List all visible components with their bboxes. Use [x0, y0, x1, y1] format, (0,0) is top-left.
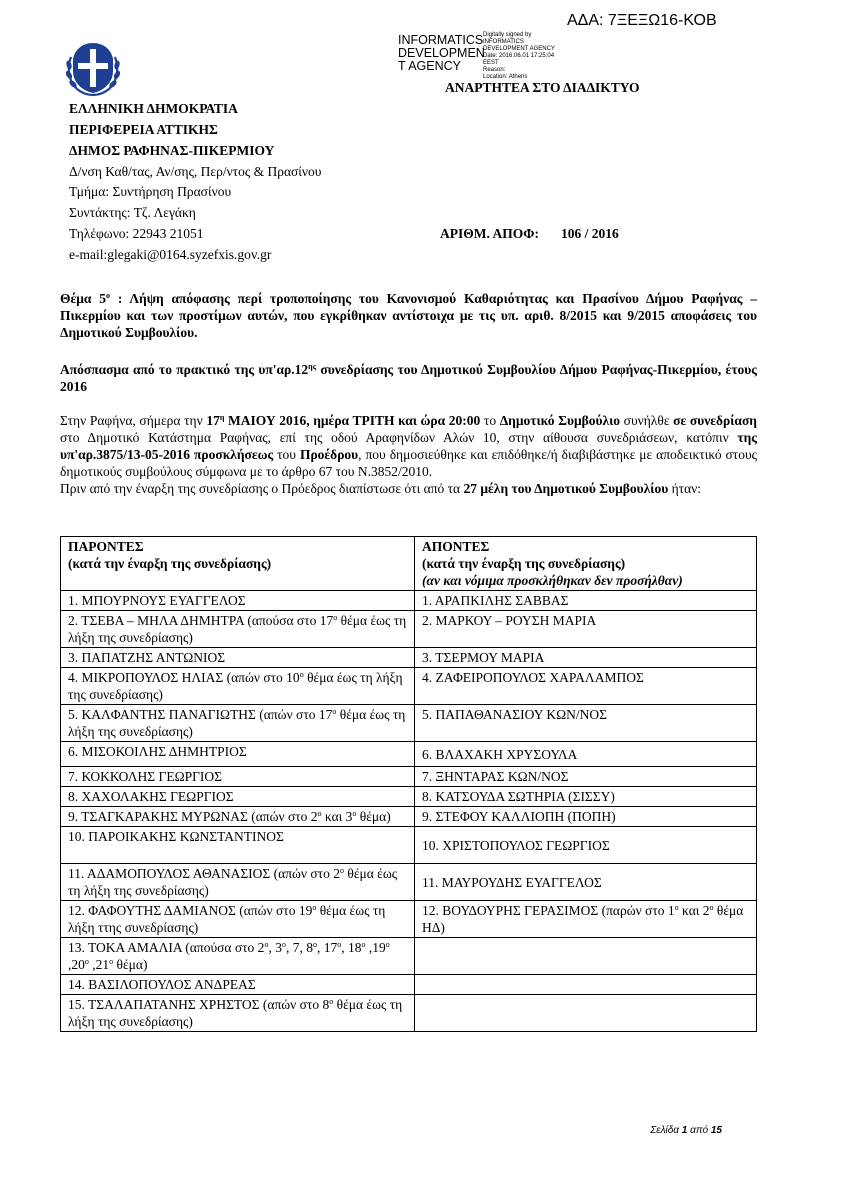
- signature-detail-line: Reason:: [483, 67, 506, 73]
- cell-text: , 7, 8: [285, 940, 313, 955]
- cell-text: 13. ΤΟΚΑ ΑΜΑΛΙΑ (απούσα στο 2: [68, 940, 265, 955]
- signature-name-line: INFORMATICS: [398, 33, 484, 47]
- footer-page-number: 1: [681, 1125, 688, 1136]
- cell-text: 12. ΒΟΥΔΟΥΡΗΣ ΓΕΡΑΣΙΜΟΣ (παρών στο 1: [422, 903, 675, 918]
- body-bold: Προέδρου: [299, 447, 359, 462]
- cell-text: θέμα έως τη λήξη της συνεδρίασης): [68, 707, 406, 739]
- body-text: Στην Ραφήνα, σήμερα την: [60, 413, 207, 428]
- present-cell: [61, 995, 415, 1032]
- present-header-title: ΠΑΡΟΝΤΕΣ: [68, 539, 144, 554]
- cell-text: 9. ΤΣΑΓΚΑΡΑΚΗΣ ΜΥΡΩΝΑΣ (απών στο 2: [68, 809, 318, 824]
- excerpt-text: Απόσπασμα από το πρακτικό της υπ'αρ.12: [60, 362, 309, 377]
- digital-signature-details: [483, 32, 563, 81]
- signature-name-line: DEVELOPMEN: [398, 46, 485, 60]
- cell-text: , 3: [268, 940, 282, 955]
- present-header-sub: (κατά την έναρξη της συνεδρίασης): [68, 556, 272, 571]
- table-row: [61, 938, 757, 975]
- body-text: Πριν από την έναρξη της συνεδρίασης ο Πρόεδρος διαπίστωσε ότι από τα: [60, 481, 464, 496]
- absent-cell: 1. ΑΡΑΠΚΙΛΗΣ ΣΑΒΒΑΣ: [415, 591, 757, 611]
- present-header: [61, 537, 415, 591]
- cell-text: , 18: [341, 940, 362, 955]
- excerpt-title: [60, 361, 757, 395]
- table-row: [61, 807, 757, 827]
- cell-text: θέμα έως τη λήξη της συνεδρίασης): [68, 997, 403, 1029]
- ada-code: ΑΔΑ: 7ΞΕΞΩ16-ΚΟΒ: [567, 12, 717, 29]
- cell-text: 4. ΜΙΚΡΟΠΟΥΛΟΣ ΗΛΙΑΣ (απών στο 10: [68, 670, 300, 685]
- absent-cell: 5. ΠΑΠΑΘΑΝΑΣΙΟΥ ΚΩΝ/ΝΟΣ: [415, 705, 757, 742]
- cell-sup: ο: [299, 670, 304, 679]
- body-paragraph: [60, 412, 757, 497]
- cell-text: ,19: [365, 940, 386, 955]
- cell-text: και 2: [678, 903, 710, 918]
- absent-cell: 4. ΖΑΦΕΙΡΟΠΟΥΛΟΣ ΧΑΡΑΛΑΜΠΟΣ: [415, 668, 757, 705]
- cell-text: 2. ΤΣΕΒΑ – ΜΗΛΑ ΔΗΜΗΤΡΑ (απούσα στο 17: [68, 613, 334, 628]
- decision-label: ΑΡΙΘΜ. ΑΠΟΦ:: [440, 226, 539, 241]
- table-row: [61, 827, 757, 864]
- cell-sup: ο: [264, 940, 269, 949]
- present-cell: [61, 864, 415, 901]
- absent-cell-empty: [415, 975, 757, 995]
- publish-note: ΑΝΑΡΤΗΤΕΑ ΣΤΟ ΔΙΑΔΙΚΤΥΟ: [445, 80, 640, 95]
- absent-cell: 8. ΚΑΤΣΟΥΔΑ ΣΩΤΗΡΙΑ (ΣΙΣΣΥ): [415, 787, 757, 807]
- cell-sup: ο: [332, 707, 337, 716]
- header-line-phone: Τηλέφωνο: 22943 21051: [69, 226, 204, 241]
- absent-header-sub: (κατά την έναρξη της συνεδρίασης): [422, 556, 626, 571]
- cell-text: 5. ΚΑΛΦΑΝΤΗΣ ΠΑΝΑΓΙΩΤΗΣ (απών στο 17: [68, 707, 333, 722]
- cell-sup: ο: [333, 613, 338, 622]
- present-cell: 1. ΜΠΟΥΡΝΟΥΣ ΕΥΑΓΓΕΛΟΣ: [61, 591, 415, 611]
- table-row: [61, 787, 757, 807]
- cell-text: θέμα): [113, 957, 148, 972]
- signature-name-line: T AGENCY: [398, 59, 461, 73]
- cell-sup: ο: [329, 997, 334, 1006]
- present-cell: [61, 938, 415, 975]
- cell-sup: ο: [674, 903, 679, 912]
- header-line-directorate: Δ/νση Καθ/τας, Αν/σης, Περ/ντος & Πρασίνου: [69, 164, 322, 179]
- header-line-municipality: ΔΗΜΟΣ ΡΑΦΗΝΑΣ-ΠΙΚΕΡΜΙΟΥ: [69, 143, 275, 158]
- table-row: [61, 901, 757, 938]
- subject-paragraph: [60, 290, 757, 341]
- present-cell: [61, 901, 415, 938]
- signature-detail-line: DEVELOPMENT AGENCY: [483, 46, 555, 52]
- table-header-row: [61, 537, 757, 591]
- cell-text: θέμα): [356, 809, 391, 824]
- present-cell: [61, 611, 415, 648]
- body-text: , που δημοσιεύθηκε και επιδόθηκε/ή διαβιβάστηκε με αποδεικτικό στους δημοτικούς συμβούλους σύμφωνα με το άρθρο 67 του Ν.3852/2010.: [60, 447, 758, 479]
- page-footer: [650, 1125, 722, 1136]
- signature-detail-line: Digitally signed by: [483, 32, 532, 38]
- absent-cell-empty: [415, 938, 757, 975]
- body-text: του: [273, 447, 300, 462]
- body-bold: 17: [206, 413, 220, 428]
- table-row: [61, 668, 757, 705]
- absent-cell-empty: [415, 995, 757, 1032]
- table-row: [61, 767, 757, 787]
- cell-text: θέμα έως τη λήξη ττης συνεδρίασης): [68, 903, 386, 935]
- absent-header-title: ΑΠΟΝΤΕΣ: [422, 539, 490, 554]
- signature-detail-line: INFORMATICS: [483, 39, 524, 45]
- absent-header-note: (αν και νόμιμα προσκλήθηκαν δεν προσήλθαν): [422, 573, 683, 588]
- footer-text: από: [687, 1125, 711, 1136]
- cell-sup: ο: [312, 903, 317, 912]
- absent-cell: 7. ΞΗΝΤΑΡΑΣ ΚΩΝ/ΝΟΣ: [415, 767, 757, 787]
- attendance-table: [60, 536, 757, 1032]
- present-cell: 10. ΠΑΡΟΙΚΑΚΗΣ ΚΩΝΣΤΑΝΤΙΝΟΣ: [61, 827, 415, 864]
- header-line-region: ΠΕΡΙΦΕΡΕΙΑ ΑΤΤΙΚΗΣ: [69, 122, 218, 137]
- table-row: [61, 705, 757, 742]
- cell-sup: ο: [352, 809, 357, 818]
- table-row: [61, 591, 757, 611]
- cell-text: , 17: [316, 940, 338, 955]
- cell-text: θέμα έως τη λήξη της συνεδρίασης): [68, 866, 398, 898]
- table-row: [61, 995, 757, 1032]
- signature-detail-line: Date: 2016.06.01 17:25:04: [483, 53, 555, 59]
- body-text: ήταν:: [668, 481, 702, 496]
- absent-cell: 11. ΜΑΥΡΟΥΔΗΣ ΕΥΑΓΓΕΛΟΣ: [415, 864, 757, 901]
- header-line-department: Τμήμα: Συντήρηση Πρασίνου: [69, 184, 232, 199]
- present-cell: 8. ΧΑΧΟΛΑΚΗΣ ΓΕΩΡΓΙΟΣ: [61, 787, 415, 807]
- absent-cell: 9. ΣΤΕΦΟΥ ΚΑΛΛΙΟΠΗ (ΠΟΠΗ): [415, 807, 757, 827]
- body-bold: ΜΑΙΟΥ 2016, ημέρα ΤΡΙΤΗ και ώρα 20:00: [224, 413, 481, 428]
- absent-cell: 3. ΤΣΕΡΜΟΥ ΜΑΡΙΑ: [415, 648, 757, 668]
- cell-text: ,20: [68, 957, 85, 972]
- header-line-republic: ΕΛΛΗΝΙΚΗ ΔΗΜΟΚΡΑΤΙΑ: [69, 101, 238, 116]
- present-cell: 7. ΚΟΚΚΟΛΗΣ ΓΕΩΡΓΙΟΣ: [61, 767, 415, 787]
- cell-sup: ο: [339, 866, 344, 875]
- body-text: το: [480, 413, 500, 428]
- decision-number: [440, 226, 619, 242]
- cell-sup: ο: [317, 809, 322, 818]
- absent-header: [415, 537, 757, 591]
- header-line-author: Συντάκτης: Τζ. Λεγάκη: [69, 205, 196, 220]
- cell-sup: ο: [385, 940, 390, 949]
- present-cell: [61, 807, 415, 827]
- table-row: [61, 742, 757, 767]
- cell-sup: ο: [109, 957, 114, 966]
- cell-text: θέμα έως τη λήξη της συνεδρίασης): [68, 670, 403, 702]
- cell-sup: ο: [281, 940, 286, 949]
- excerpt-text: συνεδρίασης του Δημοτικού Συμβουλίου Δήμου Ραφήνας-Πικερμίου, έτους 2016: [60, 362, 757, 394]
- decision-value: 106 / 2016: [560, 226, 619, 241]
- present-cell: 6. ΜΙΣΟΚΟΙΛΗΣ ΔΗΜΗΤΡΙΟΣ: [61, 742, 415, 767]
- body-bold: σε συνεδρίαση: [673, 413, 757, 428]
- cell-sup: ο: [337, 940, 342, 949]
- cell-sup: ο: [84, 957, 89, 966]
- cell-text: 11. ΑΔΑΜΟΠΟΥΛΟΣ ΑΘΑΝΑΣΙΟΣ (απών στο 2: [68, 866, 340, 881]
- body-text: στο Δημοτικό Κατάστημα Ραφήνας, επί της οδού Αραφηνίδων Αλών 10, στην αίθουσα συνεδριάσεων, κατόπιν: [60, 430, 738, 445]
- subject-text: : Λήψη απόφασης περί τροποποίησης του Κανονισμού Καθαριότητας και Πρασίνου Δήμου Ραφήνας – Πικερμίου και των προστίμων αυτών, που εγκρίθηκαν αντίστοιχα με τις υπ. αριθ. 8/2015 και 9/2015 αποφάσεις του Δημοτικού Συμβουλίου.: [60, 291, 757, 340]
- body-bold: 27 μέλη του Δημοτικού Συμβουλίου: [463, 481, 669, 496]
- signature-detail-line: EEST: [483, 60, 499, 66]
- table-row: [61, 648, 757, 668]
- cell-text: 15. ΤΣΑΛΑΠΑΤΑΝΗΣ ΧΡΗΣΤΟΣ (απών στο 8: [68, 997, 330, 1012]
- cell-text: ,21: [88, 957, 110, 972]
- header-line-email: e-mail:glegaki@0164.syzefxis.gov.gr: [69, 247, 272, 262]
- table-row: [61, 975, 757, 995]
- absent-cell: 6. ΒΛΑΧΑΚΗ ΧΡΥΣΟΥΛΑ: [415, 742, 757, 767]
- footer-page-total: 15: [710, 1125, 722, 1136]
- digital-signature-name: [398, 33, 485, 73]
- body-bold: Δημοτικό Συμβούλιο: [499, 413, 621, 428]
- body-bold: της υπ'αρ.3875/13-05-2016 προσκλήσεως: [60, 430, 757, 462]
- present-cell: [61, 668, 415, 705]
- signature-detail-line: Location: Athens: [483, 74, 528, 80]
- cell-sup: ο: [312, 940, 317, 949]
- cell-sup: ο: [361, 940, 366, 949]
- footer-text: Σελίδα: [650, 1125, 682, 1136]
- cell-text: 12. ΦΑΦΟΥΤΗΣ ΔΑΜΙΑΝΟΣ (απών στο 19: [68, 903, 313, 918]
- present-cell: 14. ΒΑΣΙΛΟΠΟΥΛΟΣ ΑΝΔΡΕΑΣ: [61, 975, 415, 995]
- cell-text: θέμα έως τη λήξη της συνεδρίασης): [68, 613, 407, 645]
- body-text: συνήλθε: [620, 413, 674, 428]
- cell-text: θέμα ΗΔ): [422, 903, 744, 935]
- subject-sup: ο: [106, 291, 111, 300]
- present-cell: 3. ΠΑΠΑΤΖΗΣ ΑΝΤΩΝΙΟΣ: [61, 648, 415, 668]
- table-row: [61, 611, 757, 648]
- absent-cell: [415, 901, 757, 938]
- table-row: [61, 864, 757, 901]
- body-sup: η: [219, 413, 225, 422]
- absent-cell: 2. ΜΑΡΚΟΥ – ΡΟΥΣΗ ΜΑΡΙΑ: [415, 611, 757, 648]
- subject-text: Θέμα 5: [60, 291, 107, 306]
- cell-text: και 3: [321, 809, 353, 824]
- absent-cell: 10. ΧΡΙΣΤΟΠΟΥΛΟΣ ΓΕΩΡΓΙΟΣ: [415, 827, 757, 864]
- excerpt-sup: ης: [308, 362, 317, 371]
- greek-cross-emblem-icon: [63, 37, 123, 97]
- cell-sup: ο: [709, 903, 714, 912]
- present-cell: [61, 705, 415, 742]
